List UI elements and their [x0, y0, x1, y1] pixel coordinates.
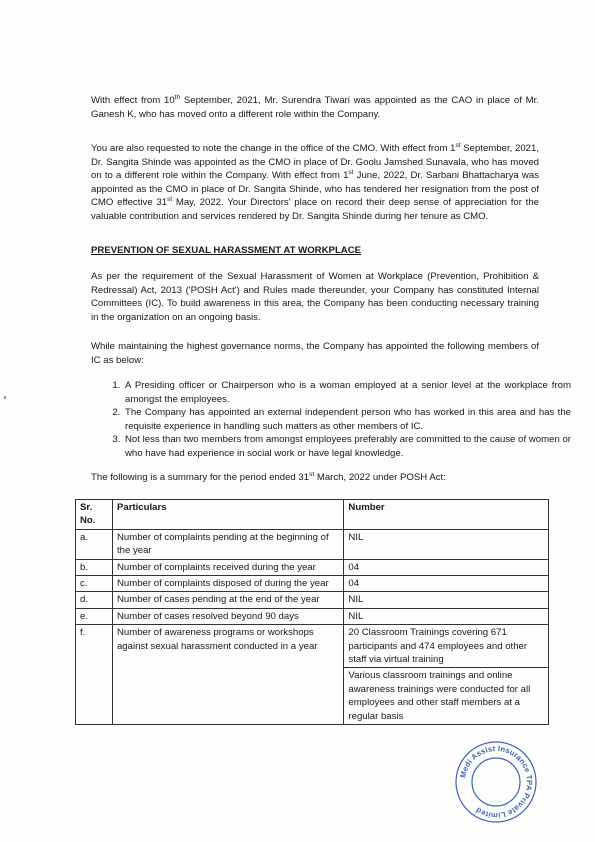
stamp-outer-ring [456, 742, 536, 822]
row-particular: Number of cases resolved beyond 90 days [112, 608, 343, 624]
table-header-row [76, 500, 549, 530]
table-row [76, 576, 549, 592]
row-sr: f. [76, 625, 113, 725]
scan-speck [4, 396, 6, 399]
row-number-extra: Various classroom trainings and online awareness trainings were conducted for all employees and other staff members at a regular basis [344, 668, 549, 725]
row-sr: e. [76, 608, 113, 624]
row-particular: Number of complaints received during the year [112, 559, 343, 575]
list-item: 2. The Company has appointed an external independent person who has worked in this area and has the requisite experience in handling such matters as other members of IC. [123, 406, 571, 433]
governance-paragraph: While maintaining the highest governance norms, the Company has appointed the following members of IC as below: [91, 341, 539, 366]
row-number: 04 [344, 559, 549, 575]
header-particulars: Particulars [112, 500, 343, 530]
header-sr-no: Sr. No. [76, 500, 113, 530]
company-stamp [454, 740, 538, 824]
row-sr: a. [76, 529, 113, 559]
posh-intro-paragraph: As per the requirement of the Sexual Harassment of Women at Workplace (Prevention, Prohibition & Redressal) Act, 2013 ('POSH Act') and Rules made thereunder, your Company has constituted Internal Committees (IC). To build awareness in this area, the Company has been conducting necessary training in the organization on an ongoing basis. [91, 271, 539, 323]
row-particular: Number of cases pending at the end of the year [112, 592, 343, 608]
list-item: 1. A Presiding officer or Chairperson who is a woman employed at a senior level at the workplace from amongst the employees. [123, 379, 571, 406]
posh-section-heading: PREVENTION OF SEXUAL HARASSMENT AT WORKPLACE [91, 245, 362, 256]
table-row [76, 592, 549, 608]
row-number: NIL [344, 592, 549, 608]
stamp-inner-ring [472, 758, 520, 806]
row-particular: Number of awareness programs or workshops against sexual harassment conducted in a year [112, 625, 343, 725]
row-particular: Number of complaints pending at the beginning of the year [112, 529, 343, 559]
row-number: NIL [344, 529, 549, 559]
stamp-text: Medi Assist Insurance TPA Private Limited [458, 743, 535, 821]
header-number: Number [344, 500, 549, 530]
row-sr: d. [76, 592, 113, 608]
row-sr: b. [76, 559, 113, 575]
cmo-paragraph: You are also requested to note the change in the office of the CMO. With effect from 1st September, 2021, Dr. Sangita Shinde was appointed as the CMO in place of Dr. Goolu Jamshed Sunavala, who has moved on to a different role within the Company. With effect from 1st June, 2022, Dr. Sarbani Bhattacharya was appointed as the CMO in place of Dr. Sangita Shinde, who has tendered her resignation from the post of CMO effective 31st May, 2022. Your Directors' place on record their deep sense of appreciation for the valuable contribution and services rendered by Dr. Sangita Shinde during her tenure as CMO. [91, 141, 539, 222]
table-row [76, 608, 549, 624]
table-row [76, 625, 549, 668]
row-number: NIL [344, 608, 549, 624]
summary-paragraph: The following is a summary for the period ended 31st March, 2022 under POSH Act: [91, 470, 446, 483]
table-row [76, 529, 549, 559]
row-number: 20 Classroom Trainings covering 671 participants and 474 employees and other staff via virtual training [344, 625, 549, 668]
row-particular: Number of complaints disposed of during the year [112, 576, 343, 592]
cao-paragraph: With effect from 10th September, 2021, Mr. Surendra Tiwari was appointed as the CAO in place of Mr. Ganesh K, who has moved onto a different role within the Company. [91, 93, 539, 120]
list-item: 3. Not less than two members from amongst employees preferably are committed to the cause of women or who have had experience in social work or have legal knowledge. [123, 433, 571, 460]
table-row [76, 559, 549, 575]
row-number: 04 [344, 576, 549, 592]
row-sr: c. [76, 576, 113, 592]
posh-summary-table [75, 499, 549, 725]
ic-members-list [91, 379, 571, 461]
